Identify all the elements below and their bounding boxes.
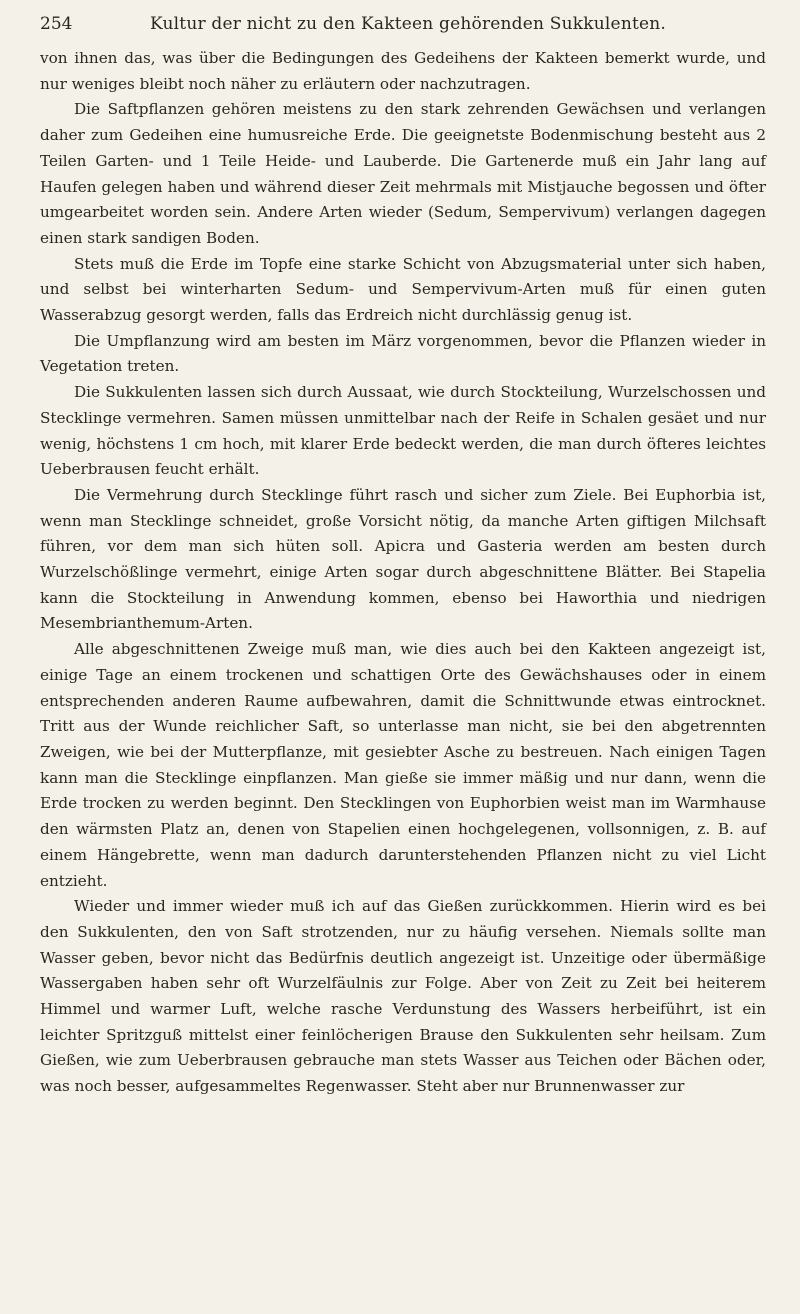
page-number: 254 bbox=[40, 14, 73, 34]
book-page bbox=[40, 14, 766, 1100]
paragraph: Die Vermehrung durch Stecklinge führt rasch und sicher zum Ziele. Bei Euphorbia ist, wenn man Stecklinge schneidet, große Vorsicht nötig, da manche Arten giftigen Milchsaft führen, vor dem man sich hüten soll. Apicra und Gasteria werden am besten durch Wurzelschößlinge vermehrt, einige Arten sogar durch abgeschnittene Blätter. Bei Stapelia kann die Stockteilung in Anwendung kommen, ebenso bei Haworthia und niedrigen Mesembrianthemum-Arten. bbox=[40, 485, 766, 633]
paragraph: Die Umpflanzung wird am besten im März vorgenommen, bevor die Pflanzen wieder in Vegetation treten. bbox=[40, 331, 766, 376]
paragraph: Alle abgeschnittenen Zweige muß man, wie dies auch bei den Kakteen angezeigt ist, einige Tage an einem trockenen und schattigen Orte des Gewächshauses oder in einem entsprechenden anderen Raume aufbewahren, damit die Schnittwunde etwas eintrocknet. Tritt aus der Wunde reichlicher Saft, so unterlasse man nicht, sie bei den abgetrennten Zweigen, wie bei der Mutterpflanze, mit gesiebter Asche zu bestreuen. Nach einigen Tagen kann man die Stecklinge einpflanzen. Man gieße sie immer mäßig und nur dann, wenn die Erde trocken zu werden beginnt. Den Stecklingen von Euphorbien weist man im Warmhause den wärmsten Platz an, denen von Stapelien einen hochgelegenen, vollsonnigen, z. B. auf einem Hängebrette, wenn man dadurch darunterstehenden Pflanzen nicht zu viel Licht entzieht. bbox=[40, 640, 766, 890]
body-text bbox=[40, 46, 766, 1100]
paragraph: Wieder und immer wieder muß ich auf das Gießen zurückkommen. Hierin wird es bei den Sukkulenten, den von Saft strotzenden, nur zu häufig versehen. Niemals sollte man Wasser geben, bevor nicht das Bedürfnis deutlich angezeigt ist. Unzeitige oder übermäßige Wassergaben haben sehr oft Wurzelfäulnis zur Folge. Aber von Zeit zu Zeit bei heiterem Himmel und warmer Luft, welche rasche Verdunstung des Wassers herbeiführt, ist ein leichter Spritzguß mittelst einer feinlöcherigen Brause den Sukkulenten sehr heilsam. Zum Gießen, wie zum Ueberbrausen gebrauche man stets Wasser aus Teichen oder Bächen oder, was noch besser, aufgesammeltes Regenwasser. Steht aber nur Brunnenwasser zur bbox=[40, 897, 766, 1096]
paragraph: Stets muß die Erde im Topfe eine starke Schicht von Abzugsmaterial unter sich haben, und selbst bei winterharten Sedum- und Sempervivum-Arten muß für einen guten Wasserabzug gesorgt werden, falls das Erdreich nicht durchlässig genug ist. bbox=[40, 254, 766, 325]
paragraph: Die Sukkulenten lassen sich durch Aussaat, wie durch Stockteilung, Wurzelschossen und Stecklinge vermehren. Samen müssen unmittelbar nach der Reife in Schalen gesäet und nur wenig, höchstens 1 cm hoch, mit klarer Erde bedeckt werden, die man durch öfteres leichtes Ueberbrausen feucht erhält. bbox=[40, 383, 766, 479]
paragraph: Die Saftpflanzen gehören meistens zu den stark zehrenden Gewächsen und verlangen daher zum Gedeihen eine humusreiche Erde. Die geeignetste Bodenmischung besteht aus 2 Teilen Garten- und 1 Teile Heide- und Lauberde. Die Gartenerde muß ein Jahr lang auf Haufen gelegen haben und während dieser Zeit mehrmals mit Mistjauche begossen und öfter umgearbeitet worden sein. Andere Arten wieder (Sedum, Sempervivum) verlangen dagegen einen stark sandigen Boden. bbox=[40, 100, 766, 247]
running-head: Kultur der nicht zu den Kakteen gehörenden Sukkulenten. bbox=[149, 14, 667, 34]
paragraph: von ihnen das, was über die Bedingungen des Gedeihens der Kakteen bemerkt wurde, und nur weniges bleibt noch näher zu erläutern oder nachzutragen. bbox=[40, 49, 766, 93]
page-header bbox=[40, 14, 766, 46]
